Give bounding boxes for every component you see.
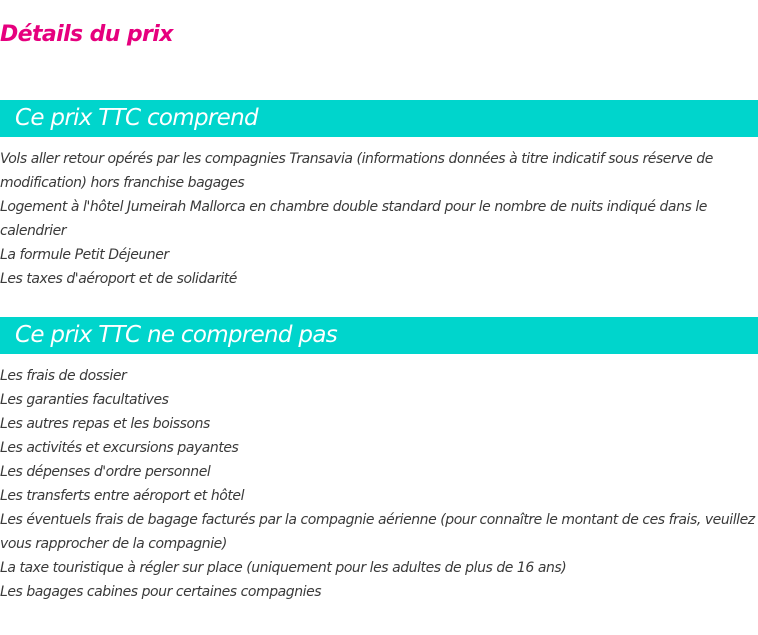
excluded-item: La taxe touristique à régler sur place (uniquement pour les adultes de plus de 16 ans) (0, 560, 567, 576)
page-title: Détails du prix (0, 22, 173, 47)
included-item: La formule Petit Déjeuner (0, 247, 169, 263)
excluded-item: Les dépenses d'ordre personnel (0, 464, 211, 480)
included-section-header: Ce prix TTC comprend (0, 100, 758, 137)
excluded-item: Les frais de dossier (0, 368, 127, 384)
excluded-item: Les transferts entre aéroport et hôtel (0, 488, 245, 504)
excluded-item: Les activités et excursions payantes (0, 440, 239, 456)
included-item: Logement à l'hôtel Jumeirah Mallorca en chambre double standard pour le nombre de nuits indiqué dans le calendrier (0, 199, 707, 239)
excluded-item: Les autres repas et les boissons (0, 416, 210, 432)
excluded-list (0, 364, 758, 604)
included-list (0, 147, 758, 291)
excluded-item: Les éventuels frais de bagage facturés par la compagnie aérienne (pour connaître le montant de ces frais, veuillez vous rapprocher de la compagnie) (0, 512, 755, 552)
excluded-item: Les bagages cabines pour certaines compagnies (0, 584, 322, 600)
included-item: Les taxes d'aéroport et de solidarité (0, 271, 237, 287)
included-item: Vols aller retour opérés par les compagnies Transavia (informations données à titre indicatif sous réserve de modification) hors franchise bagages (0, 151, 713, 191)
excluded-section-header: Ce prix TTC ne comprend pas (0, 317, 758, 354)
excluded-item: Les garanties facultatives (0, 392, 169, 408)
